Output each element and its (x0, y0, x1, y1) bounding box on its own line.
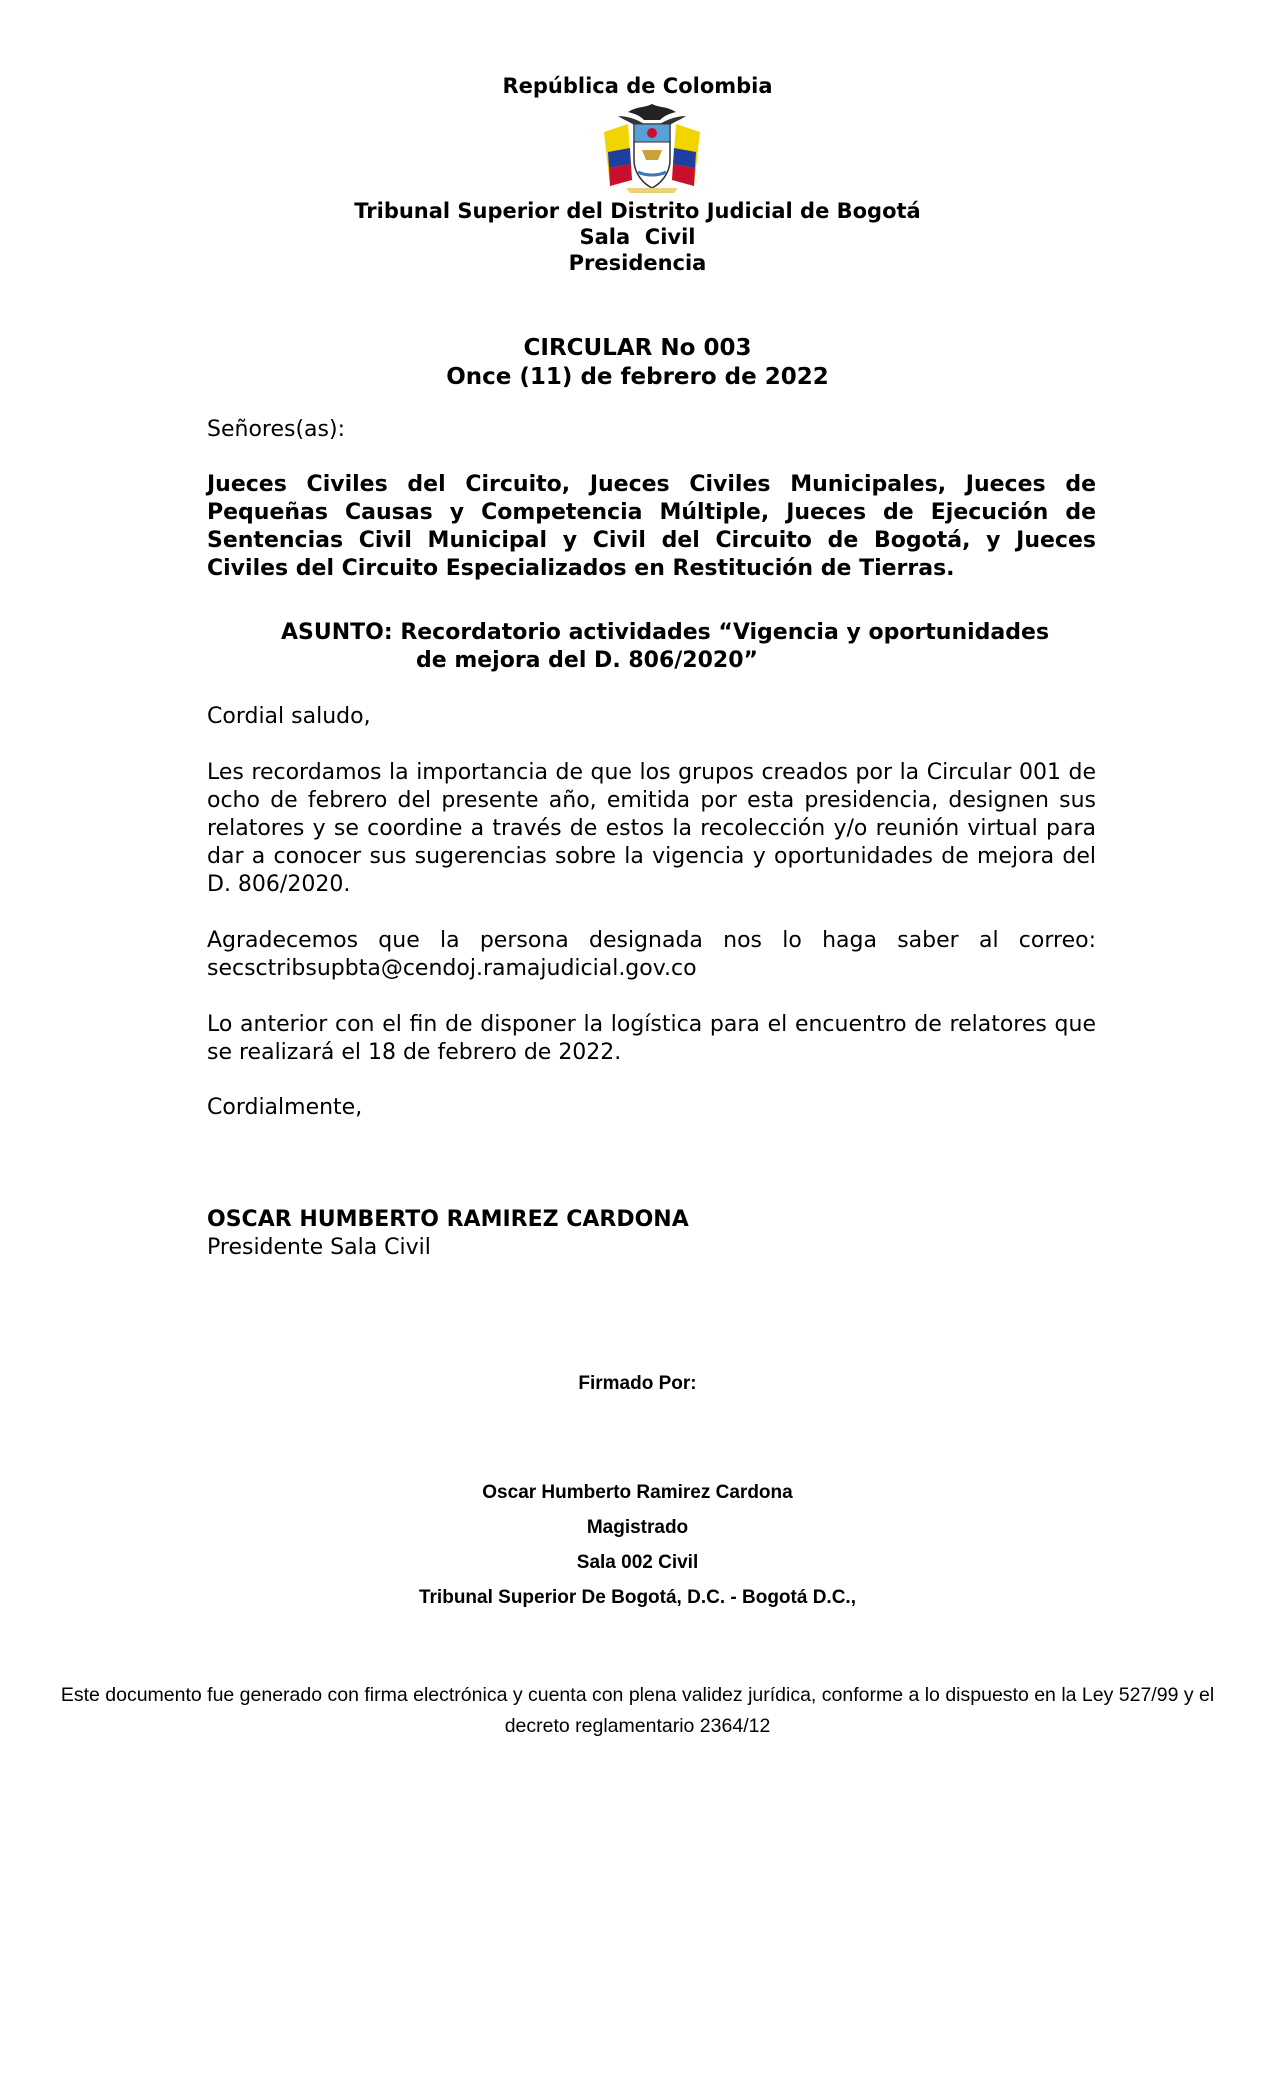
subject-line-1: ASUNTO: Recordatorio actividades “Vigencia y oportunidades (281, 620, 1050, 645)
circular-number: CIRCULAR No 003 (523, 335, 752, 361)
closing: Cordialmente, (207, 1095, 363, 1120)
signer-role: Magistrado (586, 1517, 689, 1538)
subject (281, 619, 1111, 675)
colombia-coat-of-arms-icon (598, 102, 706, 194)
paragraph-reminder: Les recordamos la importancia de que los grupos creados por la Circular 001 de ocho de febrero del presente año, emitida por esta presidencia, designen sus relatores y se coordine a través de estos la recolección y/o reunión virtual para dar a conocer sus sugerencias sobre la vigencia y oportunidades de mejora del D. 806/2020. (207, 760, 1096, 897)
signature-title: Presidente Sala Civil (207, 1235, 431, 1260)
circular-heading (0, 334, 1275, 392)
header-chamber: Sala Civil (579, 225, 696, 249)
header-country: República de Colombia (502, 74, 773, 98)
signer-chamber: Sala 002 Civil (576, 1552, 699, 1573)
circular-date: Once (11) de febrero de 2022 (446, 364, 829, 390)
footer-legal-note: Este documento fue generado con firma electrónica y cuenta con plena validez jurídica, conforme a lo dispuesto en la Ley 527/99 y el decreto reglamentario 2364/12 (60, 1684, 1215, 1737)
greeting: Cordial saludo, (207, 704, 371, 729)
paragraph-logistics: Lo anterior con el fin de disponer la logística para el encuentro de relatores que se realizará el 18 de febrero de 2022. (207, 1012, 1096, 1065)
signer-name: Oscar Humberto Ramirez Cardona (482, 1482, 793, 1503)
signer-court: Tribunal Superior De Bogotá, D.C. - Bogotá D.C., (418, 1587, 856, 1608)
electronic-signature-block (0, 1475, 1275, 1615)
recipients: Jueces Civiles del Circuito, Jueces Civiles Municipales, Jueces de Pequeñas Causas y Competencia Múltiple, Jueces de Ejecución de Sentencias Civil Municipal y Civil del Circuito de Bogotá, y Jueces Civiles del Circuito Especializados en Restitución de Tierras. (207, 472, 1096, 581)
subject-line-2: de mejora del D. 806/2020” (416, 648, 758, 673)
header-court: Tribunal Superior del Distrito Judicial de Bogotá (354, 199, 921, 223)
header-office: Presidencia (568, 251, 707, 275)
paragraph-contact-email: Agradecemos que la persona designada nos lo haga saber al correo: secsctribsupbta@cendoj.ramajudicial.gov.co (207, 928, 1096, 981)
salutation: Señores(as): (207, 417, 345, 442)
electronic-signature-label: Firmado Por: (578, 1373, 697, 1394)
header-institution (0, 198, 1275, 276)
signature-name: OSCAR HUMBERTO RAMIREZ CARDONA (207, 1207, 689, 1232)
